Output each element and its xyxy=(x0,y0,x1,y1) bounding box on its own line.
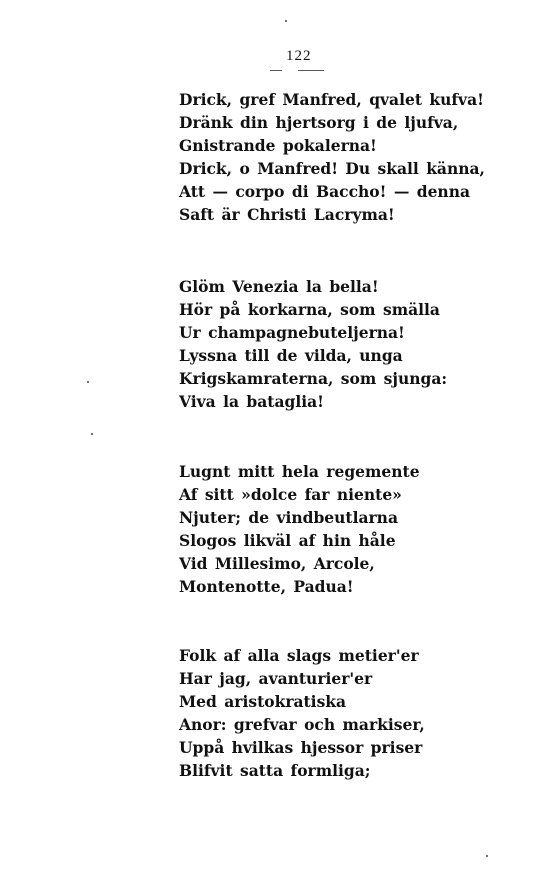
verse-line: Saft är Christi Lacryma! xyxy=(179,205,395,224)
verse-line: Vid Millesimo, Arcole, xyxy=(179,554,375,573)
verse-line: Montenotte, Padua! xyxy=(179,577,354,596)
verse-line: Drick, gref Manfred, qvalet kufva! xyxy=(179,90,484,109)
stanza-4 xyxy=(179,644,425,782)
verse-line: Uppå hvilkas hjessor priser xyxy=(179,738,423,757)
verse-line: Lyssna till de vilda, unga xyxy=(179,346,403,365)
verse-line: Hör på korkarna, som smälla xyxy=(179,300,440,319)
verse-line: Anor: grefvar och markiser, xyxy=(179,715,425,734)
verse-line: Drick, o Manfred! Du skall känna, xyxy=(179,159,485,178)
paper-speck xyxy=(87,381,89,383)
verse-line: Lugnt mitt hela regemente xyxy=(179,462,420,481)
page-number-rule xyxy=(270,70,282,71)
stanza-1 xyxy=(179,88,485,226)
verse-line: Folk af alla slags metier'er xyxy=(179,646,419,665)
paper-speck xyxy=(91,433,93,435)
verse-line: Slogos likväl af hin håle xyxy=(179,531,396,550)
verse-line: Glöm Venezia la bella! xyxy=(179,277,379,296)
page-number: 122 xyxy=(286,48,312,64)
stanza-2 xyxy=(179,275,447,413)
verse-line: Gnistrande pokalerna! xyxy=(179,136,377,155)
verse-line: Dränk din hjertsorg i de ljufva, xyxy=(179,113,459,132)
verse-line: Att — corpo di Baccho! — denna xyxy=(179,182,471,201)
verse-line: Har jag, avanturier'er xyxy=(179,669,373,688)
verse-line: Med aristokratiska xyxy=(179,692,347,711)
paper-speck xyxy=(285,20,287,22)
verse-line: Ur champagnebuteljerna! xyxy=(179,323,405,342)
verse-line: Krigskamraterna, som sjunga: xyxy=(179,369,448,388)
verse-line: Njuter; de vindbeutlarna xyxy=(179,508,398,527)
page-number-rule xyxy=(298,70,324,71)
verse-line: Af sitt »dolce far niente» xyxy=(179,485,402,504)
verse-line: Blifvit satta formliga; xyxy=(179,761,371,780)
paper-speck xyxy=(486,855,488,857)
verse-line: Viva la bataglia! xyxy=(179,392,324,411)
stanza-3 xyxy=(179,460,420,598)
